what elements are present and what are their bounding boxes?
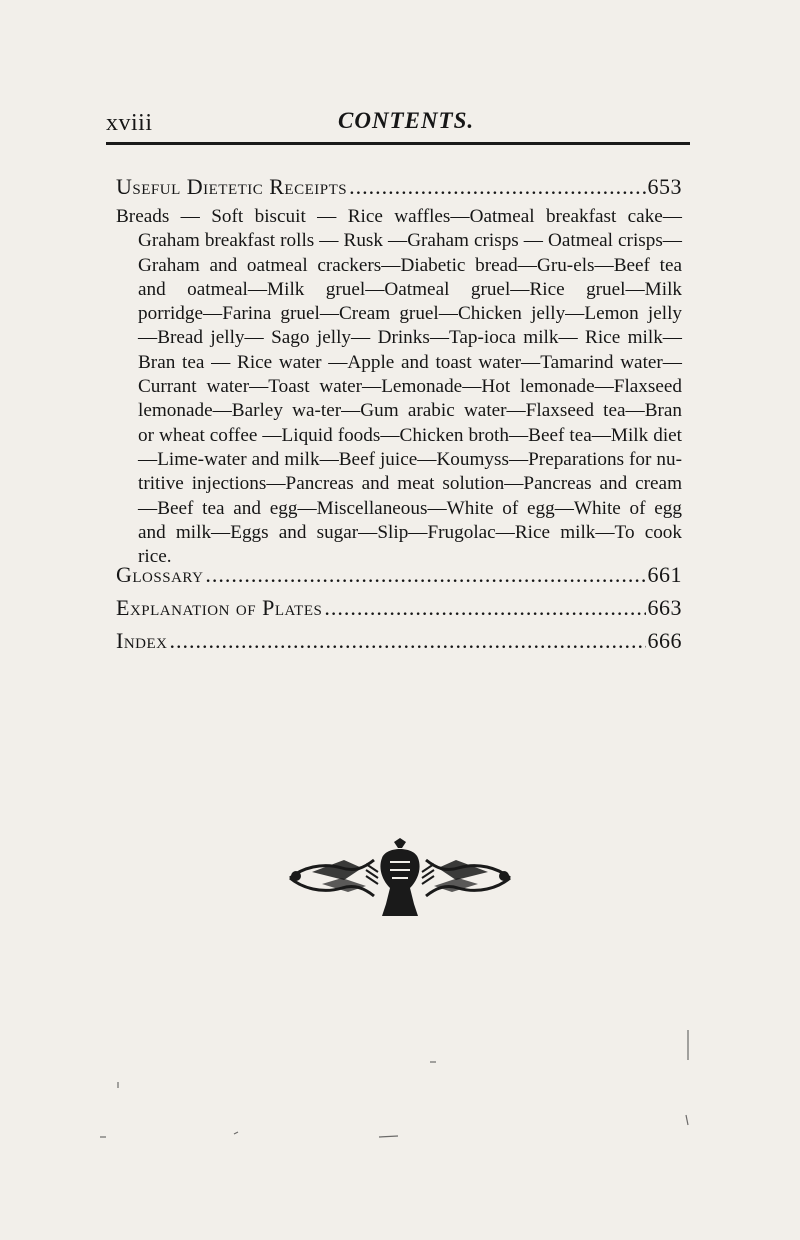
toc-entry-index	[116, 628, 682, 654]
dot-leader	[324, 595, 645, 621]
receipts-description-text: Breads — Soft biscuit — Rice waffles—Oatmeal breakfast cake—Graham breakfast rolls — Rusk —Graham crisps — Oatmeal crisps—Graham and oatmeal crackers—Diabetic bread—Gru-els—Beef tea and oatmeal—Milk gruel—Oatmeal gruel—Rice gruel—Milk porridge—Farina gruel—Cream gruel—Chicken jelly—Lemon jelly—Bread jelly— Sago jelly— Drinks—Tap-ioca milk— Rice milk— Bran tea — Rice water —Apple and toast water—Tamarind water—Currant water—Toast water—Lemonade—Hot lemonade—Flaxseed lemonade—Barley wa-ter—Gum arabic water—Flaxseed tea—Bran or wheat coffee —Liquid foods—Chicken broth—Beef tea—Milk diet—Lime-water and milk—Beef juice—Koumyss—Preparations for nu-tritive injections—Pancreas and meat solution—Pancreas and cream—Beef tea and egg—Miscellaneous—White of egg—White of egg and milk—Eggs and sugar—Slip—Frugolac—Rice milk—To cook rice.	[116, 206, 682, 568]
page-number: xviii	[106, 110, 153, 136]
dot-leader	[349, 174, 645, 200]
toc-entry-page: 653	[647, 174, 682, 199]
toc-entry-page: 666	[647, 628, 682, 653]
dot-leader	[205, 562, 645, 588]
toc-entry-explanation-of-plates	[116, 595, 682, 621]
toc-entry-title: Glossary	[116, 562, 204, 587]
toc-entry-title: Explanation of Plates	[116, 595, 323, 620]
decorative-tailpiece-ornament	[282, 838, 518, 918]
header-rule	[106, 142, 690, 145]
toc-entry-title: Index	[116, 628, 168, 653]
page-header	[106, 106, 690, 142]
toc-entry-glossary	[116, 562, 682, 588]
toc-entry-title: Useful Dietetic Receipts	[116, 174, 348, 199]
running-title: CONTENTS.	[338, 108, 475, 133]
receipts-description	[116, 205, 682, 569]
toc-entry-page: 663	[647, 595, 682, 620]
toc-entry-page: 661	[647, 562, 682, 587]
toc-entry-useful-dietetic-receipts	[116, 174, 682, 200]
dot-leader	[170, 628, 646, 654]
